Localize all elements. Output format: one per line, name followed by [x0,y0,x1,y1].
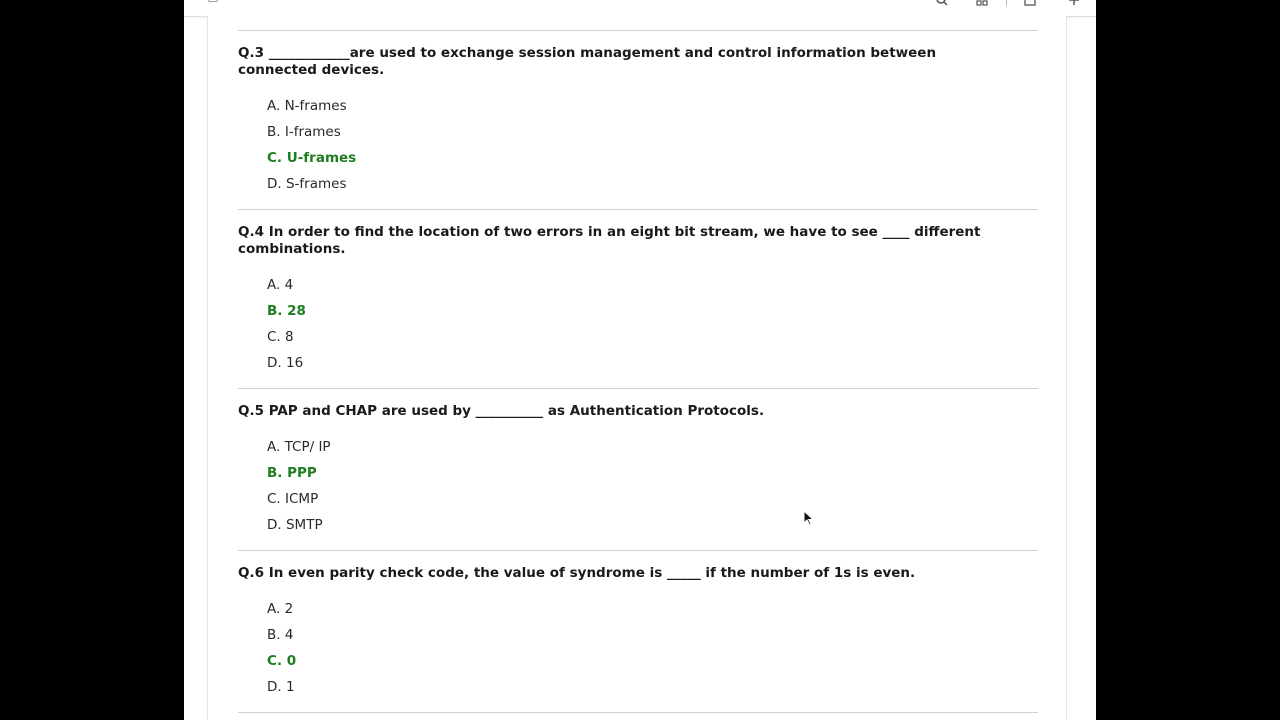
quiz-content [238,30,1038,713]
window-icon[interactable] [1024,0,1036,6]
option-item: D. 1 [267,679,295,695]
menu-icon[interactable] [208,0,218,2]
question-block [238,551,1038,712]
option-item: B. I-frames [267,124,341,140]
document-viewport [184,0,1096,720]
correct-option: C. 0 [267,653,297,669]
toolbar-separator [1006,0,1007,6]
search-icon[interactable] [936,0,948,6]
option-item: A. N-frames [267,98,347,114]
question-block [238,31,1038,209]
option-item: C. ICMP [267,491,319,507]
option-item: D. SMTP [267,517,323,533]
question-block [238,210,1038,388]
option-list [238,434,1038,538]
divider [238,712,1038,713]
question-text: Q.6 In even parity check code, the value of syndrome is _____ if the number of 1s is even. [238,565,916,581]
question-block [238,389,1038,550]
option-item: A. 4 [267,277,294,293]
option-item: D. S-frames [267,176,347,192]
option-item: C. 8 [267,329,294,345]
option-item: D. 16 [267,355,304,371]
option-list [238,596,1038,700]
option-item: B. 4 [267,627,294,643]
correct-option: B. 28 [267,303,306,319]
question-text: Q.4 In order to find the location of two errors in an eight bit stream, we have to see ____ different combinations. [238,224,981,257]
question-text: Q.3 ____________are used to exchange session management and control information between connected devices. [238,45,937,78]
correct-option: B. PPP [267,465,317,481]
option-item: A. 2 [267,601,294,617]
top-toolbar [184,0,1096,17]
option-list [238,93,1038,197]
grid-icon[interactable] [976,0,988,6]
correct-option: C. U-frames [267,150,357,166]
question-text: Q.5 PAP and CHAP are used by __________ as Authentication Protocols. [238,403,765,419]
mouse-pointer-icon [803,510,815,526]
option-list [238,272,1038,376]
plus-icon[interactable] [1068,0,1080,6]
document-page [207,16,1067,720]
option-item: A. TCP/ IP [267,439,331,455]
